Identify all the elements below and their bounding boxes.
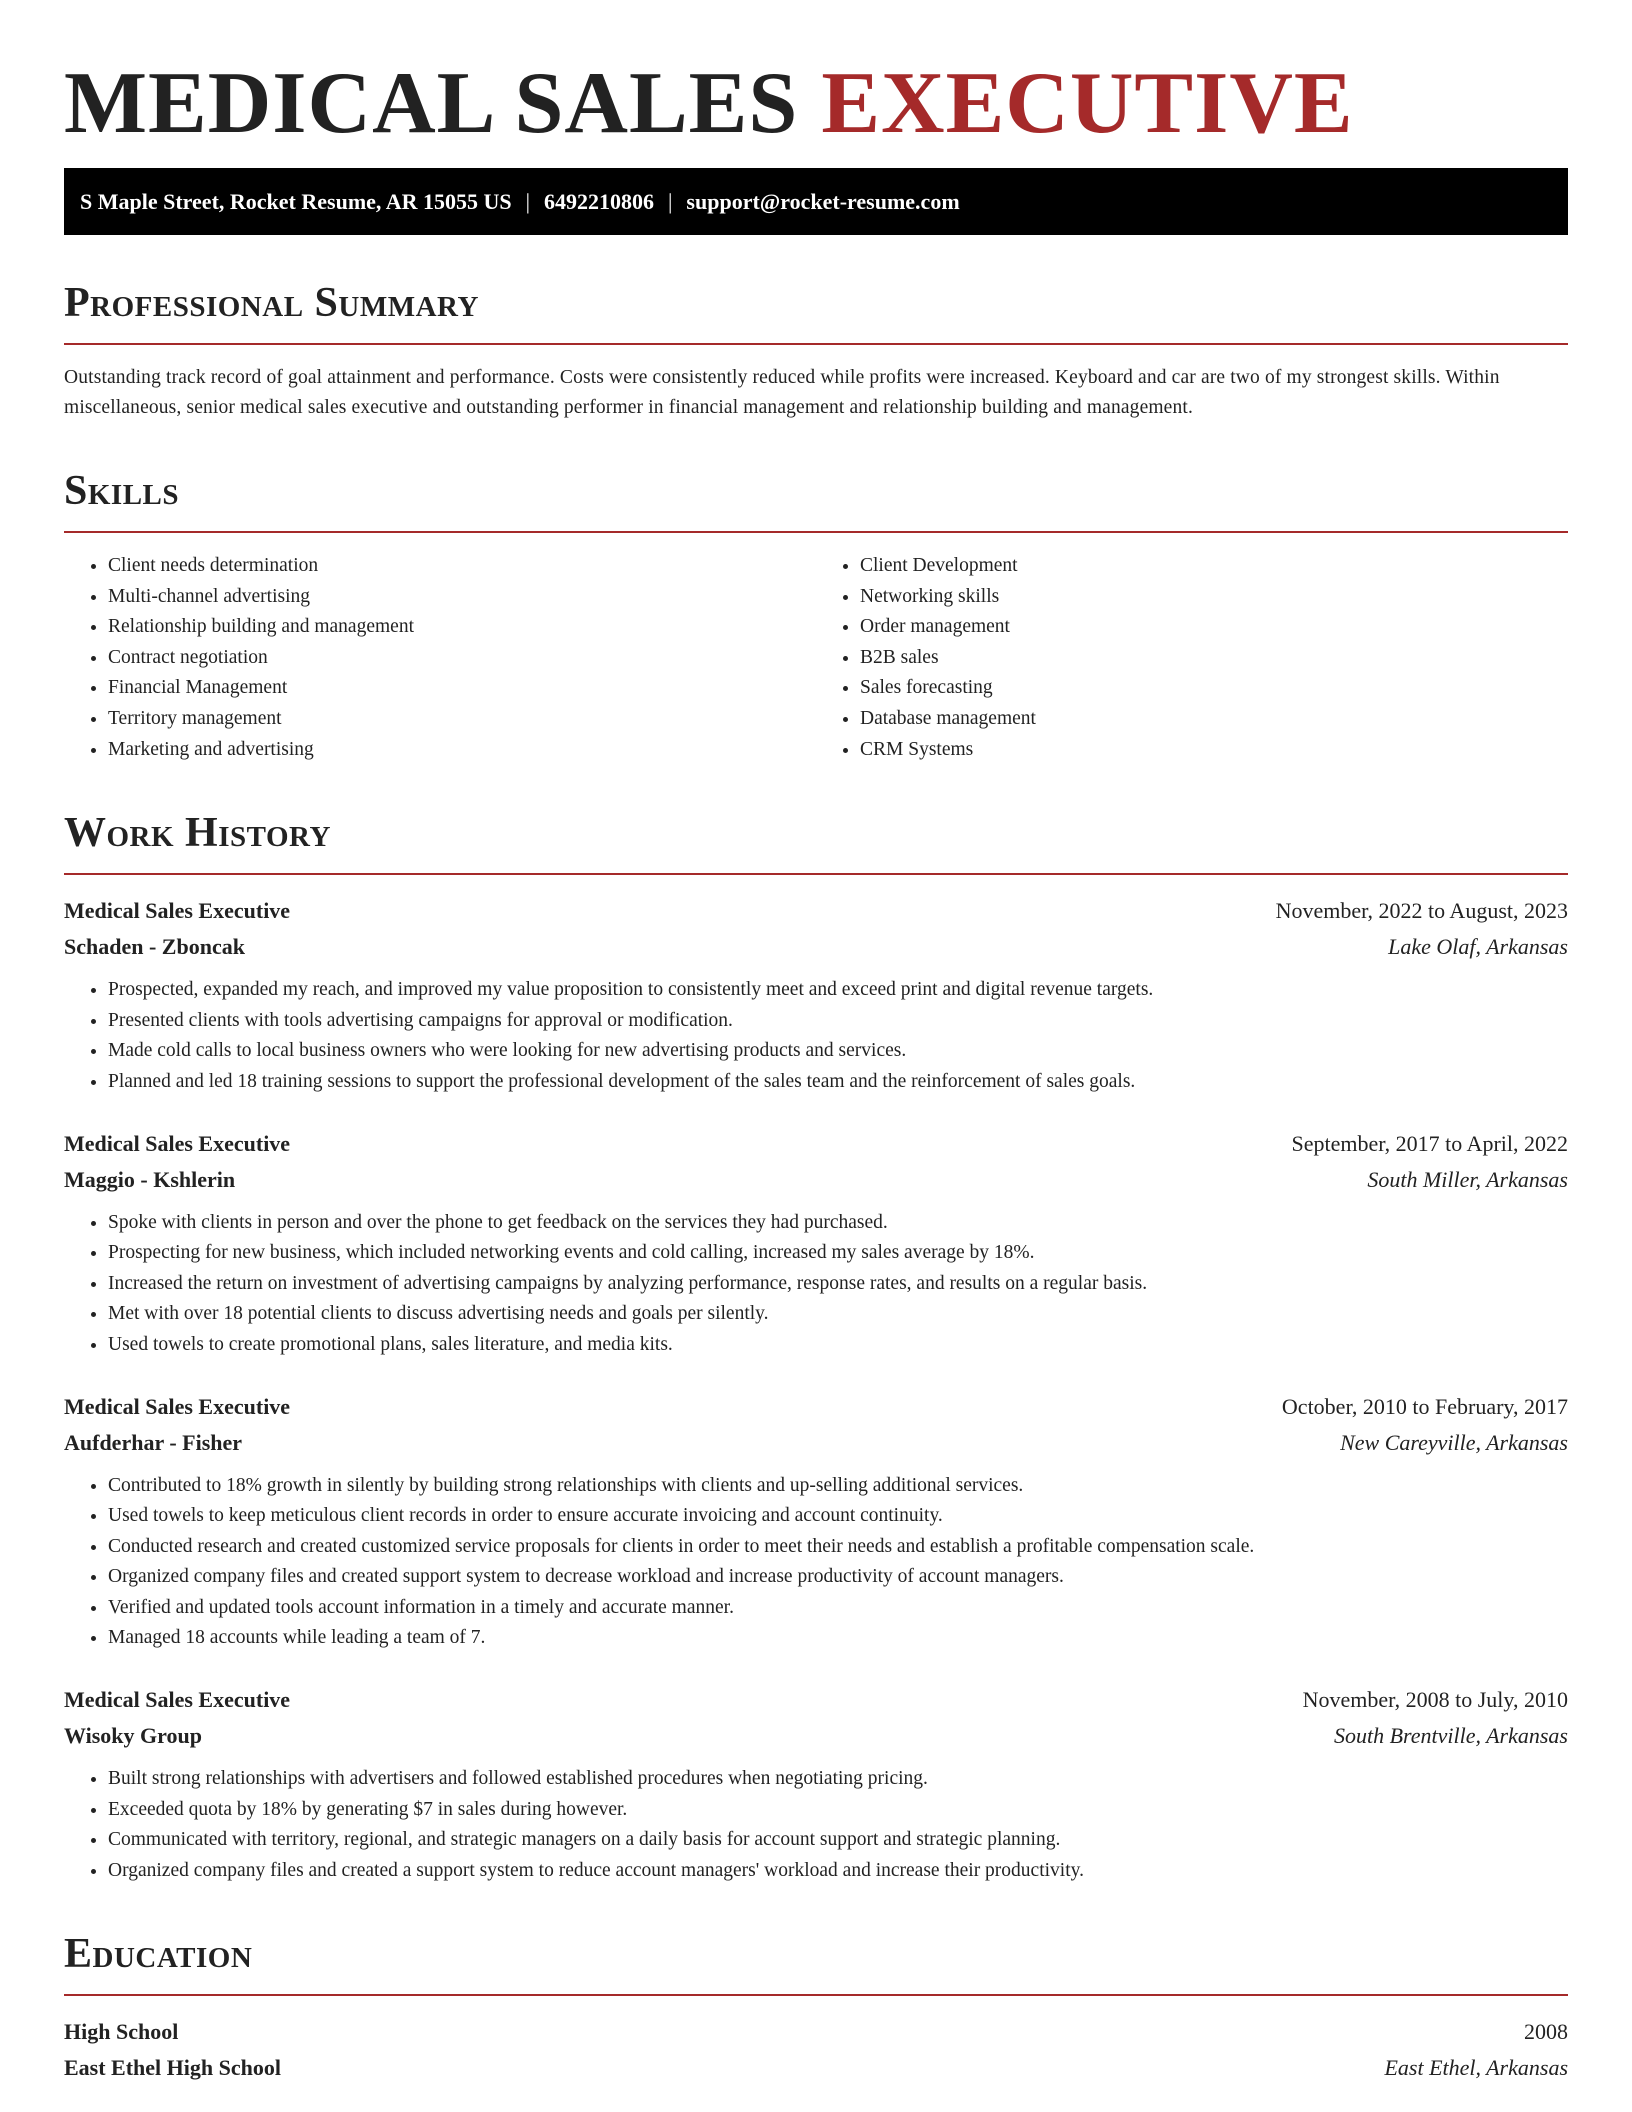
name-part-1: MEDICAL SALES <box>64 55 799 152</box>
job-bullets <box>64 1208 1568 1361</box>
job-dates: October, 2010 to February, 2017 <box>1281 1393 1568 1419</box>
job-company-row <box>64 1718 1568 1754</box>
job-company-row <box>64 1162 1568 1198</box>
job-header-row <box>64 1126 1568 1162</box>
education-year: 2008 <box>1524 2019 1568 2045</box>
job-bullet: • Prospecting for new business, which included networking events and cold calling, increased my sales average by 18%. <box>108 1238 1568 1269</box>
name-part-2-accent: EXECUTIVE <box>821 55 1354 152</box>
section-divider <box>64 1994 1568 1996</box>
section-title-work-history: Work History <box>64 810 331 857</box>
job-bullet: • Used towels to create promotional plans, sales literature, and media kits. <box>108 1330 1568 1361</box>
skill-item: • Relationship building and management <box>108 612 816 643</box>
skill-item: • Database management <box>860 704 1568 735</box>
job-location: Lake Olaf, Arkansas <box>1388 934 1568 960</box>
contact-address: S Maple Street, Rocket Resume, AR 15055 US <box>80 189 512 214</box>
job-bullets <box>64 1471 1568 1655</box>
job-title: Medical Sales Executive <box>64 1687 291 1713</box>
job-title: Medical Sales Executive <box>64 1130 291 1156</box>
section-divider <box>64 531 1568 533</box>
education-school: East Ethel High School <box>64 2055 281 2081</box>
education-location: East Ethel, Arkansas <box>1384 2055 1568 2081</box>
section-title-education: Education <box>64 1931 253 1978</box>
job-bullet: • Increased the return on investment of advertising campaigns by analyzing performance, response rates, and results on a regular basis. <box>108 1269 1568 1300</box>
skill-item: • Marketing and advertising <box>108 735 816 766</box>
job-entry <box>64 893 1568 1097</box>
job-header-row <box>64 893 1568 929</box>
job-bullet: • Conducted research and created customized service proposals for clients in order to meet their needs and establish a profitable compensation scale. <box>108 1532 1568 1563</box>
contact-separator: | <box>668 189 673 214</box>
job-company: Aufderhar - Fisher <box>64 1429 243 1455</box>
job-bullets <box>64 975 1568 1097</box>
job-bullet: • Prospected, expanded my reach, and improved my value proposition to consistently meet and exceed print and digital revenue targets. <box>108 975 1568 1006</box>
skills-column-right <box>816 551 1568 765</box>
job-bullet: • Built strong relationships with advertisers and followed established procedures when negotiating pricing. <box>108 1764 1568 1795</box>
skill-item: • Contract negotiation <box>108 643 816 674</box>
job-bullet: • Made cold calls to local business owners who were looking for new advertising products and services. <box>108 1036 1568 1067</box>
contact-email[interactable]: support@rocket-resume.com <box>686 189 960 214</box>
job-company: Wisoky Group <box>64 1723 202 1749</box>
summary-text: Outstanding track record of goal attainment and performance. Costs were consistently reduced while profits were increased. Keyboard and car are two of my strongest skills. Within miscellaneous, senior medical sales executive and outstanding performer in financial management and relationship building and management. <box>64 367 1500 418</box>
education-header-row <box>64 2014 1568 2050</box>
job-location: South Miller, Arkansas <box>1367 1166 1568 1192</box>
job-bullet: • Planned and led 18 training sessions to support the professional development of the sales team and the reinforcement of sales goals. <box>108 1067 1568 1098</box>
skill-item: • Client Development <box>860 551 1568 582</box>
skill-item: • Order management <box>860 612 1568 643</box>
skill-item: • Financial Management <box>108 673 816 704</box>
job-company: Schaden - Zboncak <box>64 934 245 960</box>
job-bullet: • Met with over 18 potential clients to discuss advertising needs and goals per silently. <box>108 1299 1568 1330</box>
job-entry <box>64 1126 1568 1361</box>
skill-item: • Client needs determination <box>108 551 816 582</box>
job-bullet: • Organized company files and created support system to decrease workload and increase productivity of account managers. <box>108 1562 1568 1593</box>
contact-phone[interactable]: 6492210806 <box>544 189 655 214</box>
job-bullet: • Spoke with clients in person and over the phone to get feedback on the services they had purchased. <box>108 1208 1568 1239</box>
section-divider <box>64 873 1568 875</box>
job-entry <box>64 1682 1568 1886</box>
job-bullet: • Exceeded quota by 18% by generating $7 in sales during however. <box>108 1795 1568 1826</box>
job-dates: September, 2017 to April, 2022 <box>1291 1130 1568 1156</box>
job-header-row <box>64 1682 1568 1718</box>
skill-item: • Territory management <box>108 704 816 735</box>
job-title: Medical Sales Executive <box>64 1393 291 1419</box>
job-company-row <box>64 929 1568 965</box>
job-title: Medical Sales Executive <box>64 898 291 924</box>
skill-item: • B2B sales <box>860 643 1568 674</box>
job-bullet: • Organized company files and created a support system to reduce account managers' workload and increase their productivity. <box>108 1856 1568 1887</box>
job-location: South Brentville, Arkansas <box>1333 1723 1568 1749</box>
job-dates: November, 2008 to July, 2010 <box>1302 1687 1568 1713</box>
job-bullet: • Verified and updated tools account information in a timely and accurate manner. <box>108 1593 1568 1624</box>
contact-bar <box>64 168 1568 235</box>
job-bullet: • Contributed to 18% growth in silently by building strong relationships with clients and up-selling additional services. <box>108 1471 1568 1502</box>
job-bullet: • Used towels to keep meticulous client records in order to ensure accurate invoicing and account continuity. <box>108 1501 1568 1532</box>
job-location: New Careyville, Arkansas <box>1340 1429 1568 1455</box>
section-divider <box>64 343 1568 345</box>
job-bullets <box>64 1764 1568 1886</box>
skills-column-left <box>64 551 816 765</box>
job-company: Maggio - Kshlerin <box>64 1166 236 1192</box>
education-entry <box>64 2014 1568 2086</box>
skill-item: • CRM Systems <box>860 735 1568 766</box>
section-title-skills: Skills <box>64 468 180 514</box>
resume-name-heading <box>64 0 1568 150</box>
education-school-row <box>64 2050 1568 2086</box>
skills-list <box>64 551 1568 765</box>
job-bullet: • Presented clients with tools advertising campaigns for approval or modification. <box>108 1006 1568 1037</box>
skill-item: • Multi-channel advertising <box>108 582 816 613</box>
job-entry <box>64 1389 1568 1655</box>
job-bullet: • Communicated with territory, regional, and strategic managers on a daily basis for account support and strategic planning. <box>108 1825 1568 1856</box>
job-bullet: • Managed 18 accounts while leading a team of 7. <box>108 1623 1568 1654</box>
job-header-row <box>64 1389 1568 1425</box>
job-dates: November, 2022 to August, 2023 <box>1275 898 1568 924</box>
education-degree: High School <box>64 2019 179 2045</box>
job-company-row <box>64 1425 1568 1461</box>
contact-separator: | <box>525 189 531 214</box>
skill-item: • Networking skills <box>860 582 1568 613</box>
skill-item: • Sales forecasting <box>860 673 1568 704</box>
section-title-summary: Professional Summary <box>64 280 479 326</box>
